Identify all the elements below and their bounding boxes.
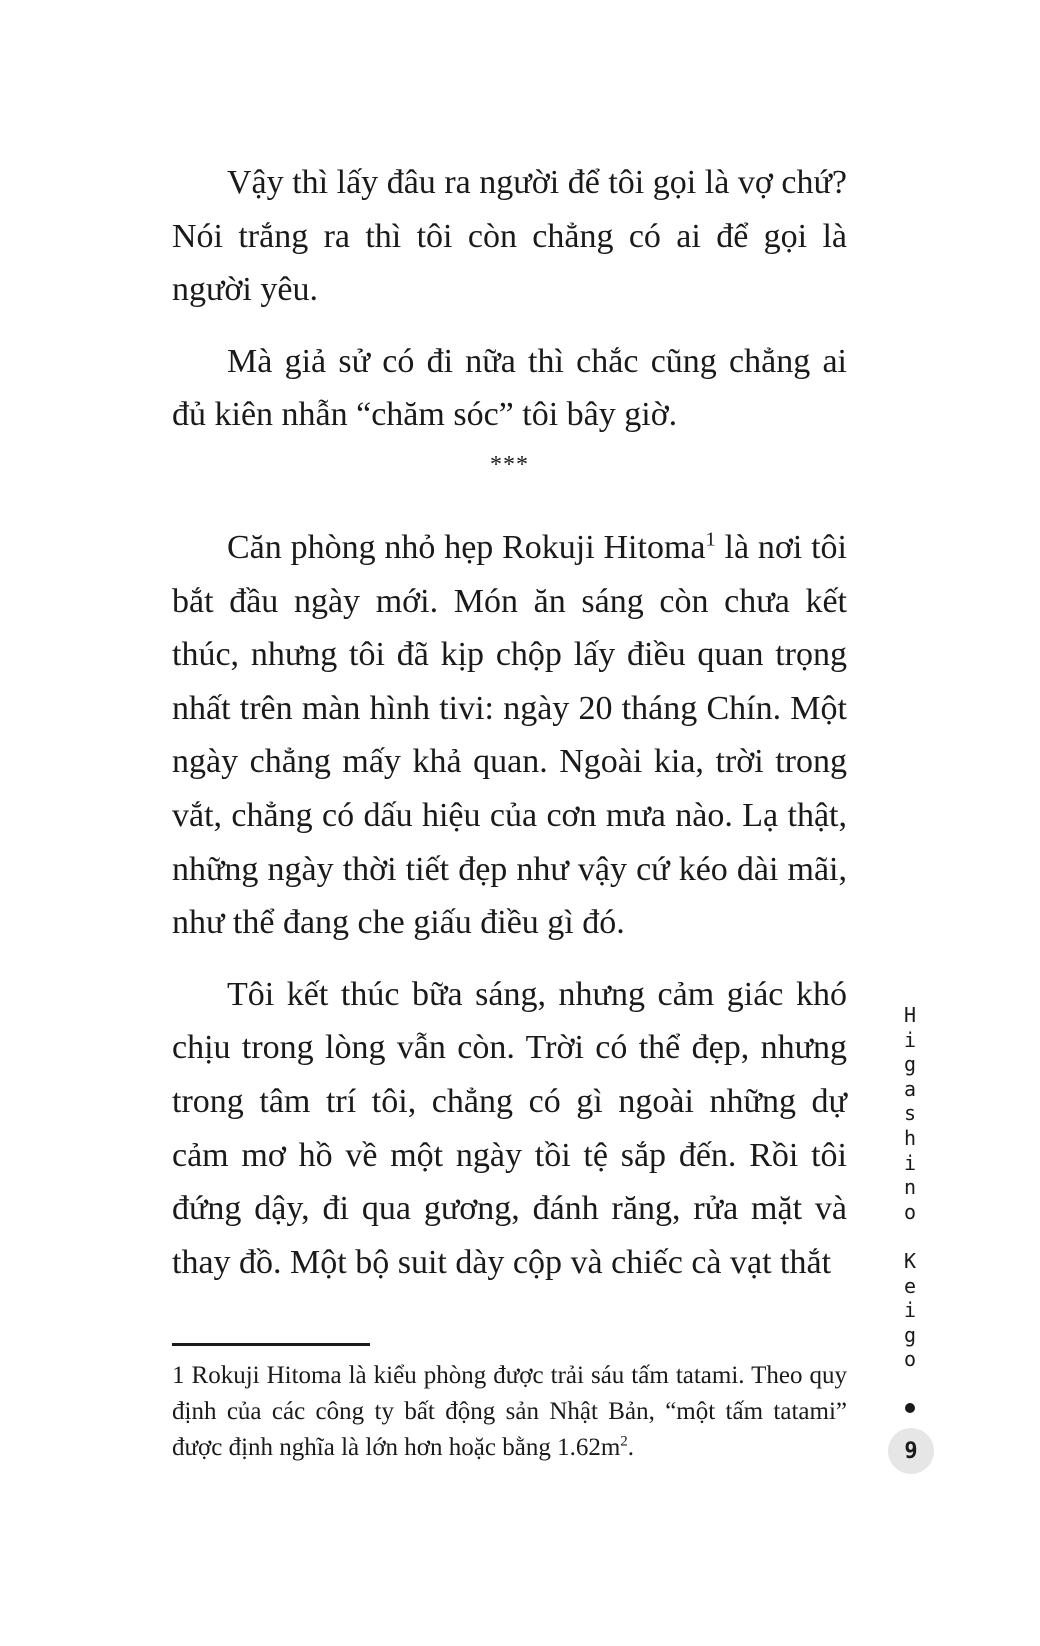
section-separator: *** (490, 452, 529, 478)
footnote-text: 1 Rokuji Hitoma là kiểu phòng được trải sáu tấm tatami. Theo quy định của các công ty bất động sản Nhật Bản, “một tấm tatami” được định nghĩa là lớn hơn hoặc bằng 1.62m (172, 1362, 847, 1461)
page-number-badge (888, 1428, 934, 1474)
paragraph (172, 521, 847, 950)
body-text-top (172, 156, 847, 442)
running-head-letter: i (903, 1298, 917, 1323)
footnote-reference: 1 (705, 528, 716, 551)
footnote-superscript: 2 (620, 1433, 628, 1450)
running-head-author (895, 1003, 925, 1372)
running-head-letter: a (903, 1076, 917, 1101)
running-head-letter: H (903, 1003, 917, 1027)
paragraph-text: là nơi tôi bắt đầu ngày mới. Món ăn sáng còn chưa kết thúc, nhưng tôi đã kịp chộp lấy điều quan trọng nhất trên màn hình tivi: ngày 20 tháng Chín. Một ngày chẳng mấy khả quan. Ngoài kia, trời trong vắt, chẳng có dấu hiệu của cơn mưa nào. Lạ thật, những ngày thời tiết đẹp như vậy cứ kéo dài mãi, như thể đang che giấu điều gì đó. (172, 529, 848, 942)
paragraph: Mà giả sử có đi nữa thì chắc cũng chẳng ai đủ kiên nhẫn “chăm sóc” tôi bây giờ. (172, 342, 847, 434)
running-head-letter: K (903, 1248, 917, 1273)
footnote (172, 1358, 847, 1466)
body-text-main (172, 521, 847, 1289)
running-head-letter: i (903, 1027, 917, 1052)
paragraph: Tôi kết thúc bữa sáng, nhưng cảm giác khó chịu trong lòng vẫn còn. Trời có thể đẹp, nhưng trong tâm trí tôi, chẳng có gì ngoài những dự cảm mơ hồ về một ngày tồi tệ sắp đến. Rồi tôi đứng dậy, đi qua gương, đánh răng, rửa mặt và thay đồ. Một bộ suit dày cộp và chiếc cà vạt thắt (172, 975, 847, 1281)
paragraph-text: Căn phòng nhỏ hẹp Rokuji Hitoma (227, 529, 706, 566)
running-head-letter: s (903, 1101, 917, 1126)
bullet-dot-icon (905, 1403, 915, 1413)
footnote-text-end: . (627, 1434, 635, 1461)
running-head-letter: n (903, 1175, 917, 1200)
page-number: 9 (904, 1438, 918, 1464)
running-head-letter: o (903, 1199, 917, 1224)
running-head-letter: o (903, 1347, 917, 1372)
paragraph: Vậy thì lấy đâu ra người để tôi gọi là vợ chứ? Nói trắng ra thì tôi còn chẳng có ai để gọi là người yêu. (172, 164, 847, 309)
running-head-letter: h (903, 1125, 917, 1150)
running-head-letter: i (903, 1150, 917, 1175)
running-head-letter: g (903, 1052, 917, 1077)
footnote-divider (172, 1343, 370, 1346)
running-head-letter: g (903, 1322, 917, 1347)
running-head-letter: e (903, 1273, 917, 1298)
running-head-space (895, 1224, 925, 1249)
